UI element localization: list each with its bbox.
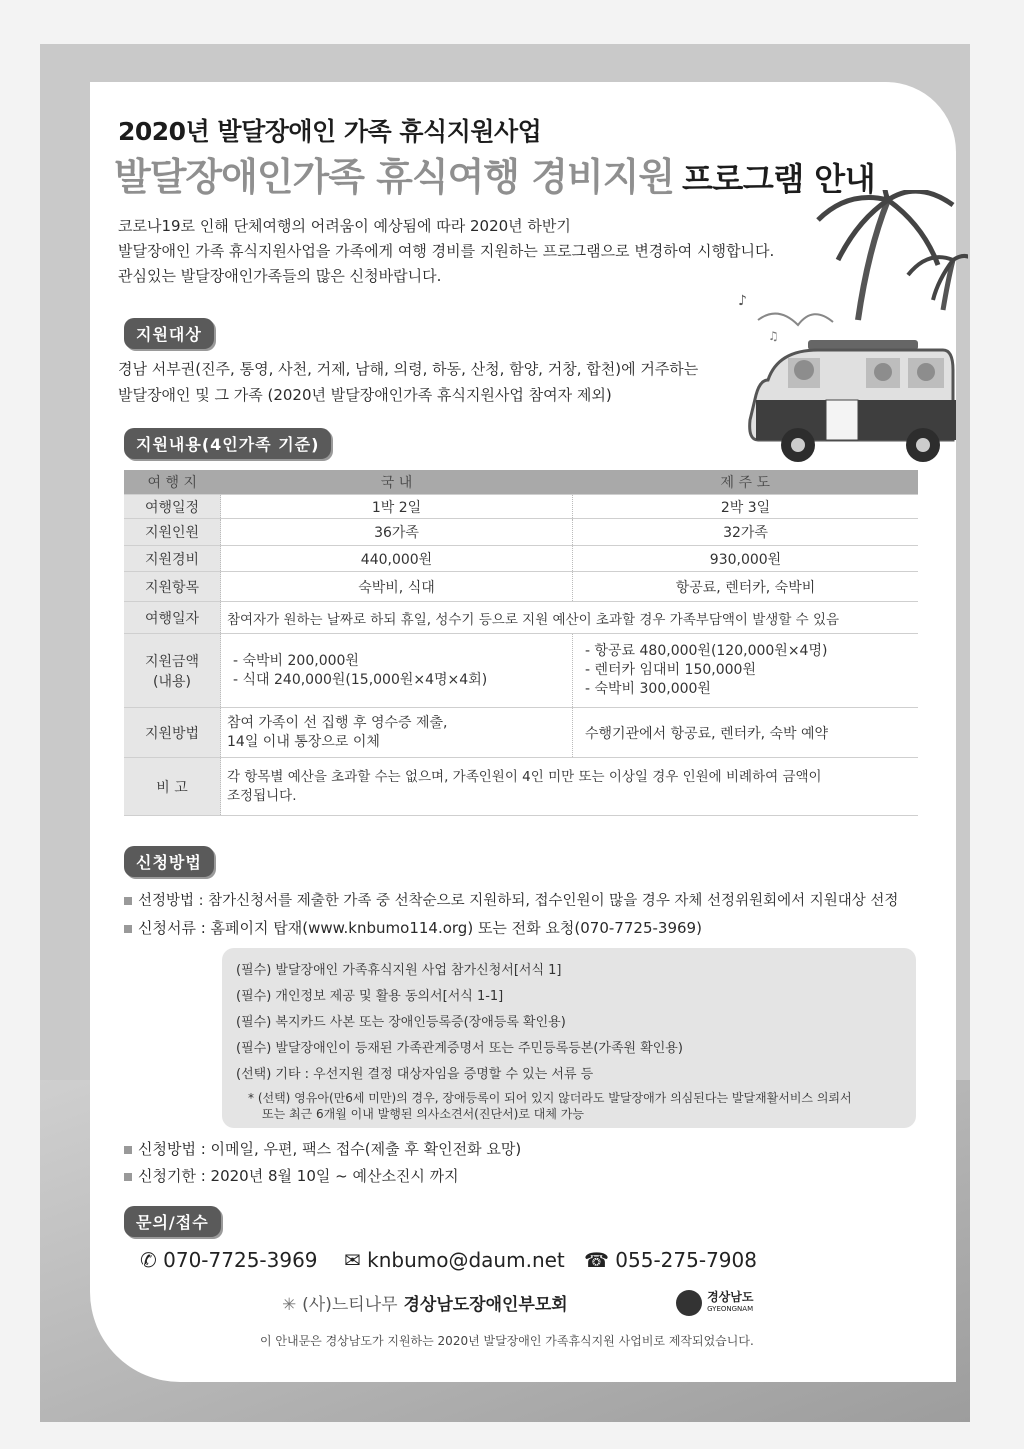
bullet-item xyxy=(124,1163,521,1190)
subtitle: 2020년 발달장애인 가족 휴식지원사업 xyxy=(118,117,542,146)
cell-jeju: 항공료, 렌터카, 숙박비 xyxy=(573,572,919,602)
table-header: 국 내 xyxy=(221,470,573,495)
amount-line: - 숙박비 200,000원 xyxy=(233,652,359,669)
section-badge-content: 지원내용(4인가족 기준) xyxy=(124,428,331,459)
cell-domestic: 440,000원 xyxy=(221,546,573,572)
table-row xyxy=(124,519,918,546)
section-badge-contact: 문의/접수 xyxy=(124,1206,221,1237)
cell-domestic xyxy=(221,708,573,758)
bullet-item xyxy=(124,915,898,942)
section-badge-apply: 신청방법 xyxy=(124,846,214,877)
section-badge-target: 지원대상 xyxy=(124,318,214,349)
note-line: 또는 최근 6개월 이내 발행된 의사소견서(진단서)로 대체 가능 xyxy=(262,1107,584,1121)
bullet-icon xyxy=(124,897,132,905)
method-line: 참여 가족이 선 집행 후 영수증 제출, xyxy=(227,714,448,731)
documents-list xyxy=(236,958,852,1122)
table-row xyxy=(124,708,918,758)
document-item: (선택) 기타 : 우선지원 결정 대상자임을 증명할 수 있는 서류 등 xyxy=(236,1067,594,1082)
document-note xyxy=(236,1090,852,1122)
contact-fax xyxy=(584,1248,757,1272)
phone-number: 070-7725-3969 xyxy=(163,1248,318,1272)
table-row xyxy=(124,495,918,519)
svg-text:♫: ♫ xyxy=(768,329,779,343)
cell-domestic: 36가족 xyxy=(221,519,573,546)
svg-text:♪: ♪ xyxy=(738,293,747,309)
bullet-icon xyxy=(124,1146,132,1154)
support-table xyxy=(124,470,918,816)
table-header: 여 행 지 xyxy=(124,470,221,495)
organization xyxy=(282,1290,568,1315)
row-label: 여행일자 xyxy=(124,602,221,634)
intro-line: 관심있는 발달장애인가족들의 많은 신청바랍니다. xyxy=(118,267,442,285)
gov-name: 경상남도 xyxy=(707,1290,754,1304)
cell-domestic: 숙박비, 식대 xyxy=(221,572,573,602)
row-label: 지원방법 xyxy=(124,708,221,758)
fax-icon: ☎ xyxy=(584,1248,609,1272)
table-row xyxy=(124,572,918,602)
bullet-text: 신청서류 : 홈페이지 탑재(www.knbumo114.org) 또는 전화 요청(070-7725-3969) xyxy=(138,919,702,937)
table-row xyxy=(124,602,918,634)
cell-jeju xyxy=(573,634,919,708)
page-title: 발달장애인가족 휴식여행 경비지원 xyxy=(114,155,675,199)
cell-domestic xyxy=(221,634,573,708)
table-header: 제 주 도 xyxy=(573,470,919,495)
amount-line: - 항공료 480,000원(120,000원×4명) xyxy=(585,643,828,659)
row-label: 지원경비 xyxy=(124,546,221,572)
org-name: 경상남도장애인부모회 xyxy=(403,1295,568,1315)
email-address: knbumo@daum.net xyxy=(367,1248,565,1272)
remarks-line: 조정됩니다. xyxy=(227,787,297,804)
phone-icon: ✆ xyxy=(140,1248,157,1272)
gov-name-en: GYEONGNAM xyxy=(707,1305,754,1313)
cell-domestic: 1박 2일 xyxy=(221,495,573,519)
van-illustration xyxy=(748,340,958,475)
table-row xyxy=(124,758,918,816)
document-item: (필수) 발달장애인 가족휴식지원 사업 참가신청서[서식 1] xyxy=(236,963,562,978)
remarks-line: 각 항목별 예산을 초과할 수는 없으며, 가족인원이 4인 미만 또는 이상일 경우 인원에 비례하여 금액이 xyxy=(227,768,822,785)
row-label: 여행일정 xyxy=(124,495,221,519)
row-label-line: 지원금액 xyxy=(144,653,200,670)
fax-number: 055-275-7908 xyxy=(615,1248,757,1272)
bullet-icon xyxy=(124,1173,132,1181)
bullet-text: 신청기한 : 2020년 8월 10일 ~ 예산소진시 까지 xyxy=(138,1167,459,1185)
gyeongnam-logo-icon xyxy=(676,1290,702,1316)
cell-jeju: 2박 3일 xyxy=(573,495,919,519)
document-item: (필수) 개인정보 제공 및 활용 동의서[서식 1-1] xyxy=(236,989,504,1004)
table-row xyxy=(124,634,918,708)
cell-jeju: 수행기관에서 항공료, 렌터카, 숙박 예약 xyxy=(573,708,919,758)
target-line: 경남 서부권(진주, 통영, 사천, 거제, 남해, 의령, 하동, 산청, 함양, 거창, 합천)에 거주하는 xyxy=(118,360,699,378)
cell-remarks xyxy=(221,758,919,816)
intro-line: 발달장애인 가족 휴식지원사업을 가족에게 여행 경비를 지원하는 프로그램으로 변경하여 시행합니다. xyxy=(118,242,775,260)
mail-icon: ✉ xyxy=(344,1248,361,1272)
bullet-item xyxy=(124,888,898,915)
apply-bullets-2 xyxy=(124,1136,521,1190)
bullet-item xyxy=(124,1136,521,1163)
intro-text xyxy=(118,214,774,289)
cell-jeju: 930,000원 xyxy=(573,546,919,572)
page-title-tail: 프로그램 안내 xyxy=(682,160,876,198)
row-label xyxy=(124,634,221,708)
row-label: 지원인원 xyxy=(124,519,221,546)
table-row xyxy=(124,546,918,572)
contact-email xyxy=(344,1248,565,1272)
target-text xyxy=(118,356,698,408)
cell-jeju: 32가족 xyxy=(573,519,919,546)
row-label: 지원항목 xyxy=(124,572,221,602)
apply-bullets xyxy=(124,888,898,942)
bullet-text: 선정방법 : 참가신청서를 제출한 가족 중 선착순으로 지원하되, 접수인원이 많을 경우 자체 선정위원회에서 지원대상 선정 xyxy=(138,893,899,909)
row-label: 비 고 xyxy=(124,758,221,816)
amount-line: - 숙박비 300,000원 xyxy=(585,681,711,697)
bullet-text: 신청방법 : 이메일, 우편, 팩스 접수(제출 후 확인전화 요망) xyxy=(138,1140,522,1158)
contact-phone xyxy=(140,1248,318,1272)
method-line: 14일 이내 통장으로 이체 xyxy=(227,733,380,750)
document-item: (필수) 발달장애인이 등재된 가족관계증명서 또는 주민등록등본(가족원 확인용) xyxy=(236,1041,683,1056)
footer-note: 이 안내문은 경상남도가 지원하는 2020년 발달장애인 가족휴식지원 사업비로 제작되었습니다. xyxy=(260,1334,754,1348)
amount-line: - 렌터카 임대비 150,000원 xyxy=(585,662,756,678)
intro-line: 코로나19로 인해 단체여행의 어려움이 예상됨에 따라 2020년 하반기 xyxy=(118,217,571,235)
table-header-row xyxy=(124,470,918,495)
gyeongnam-logo xyxy=(676,1290,753,1316)
document-item: (필수) 복지카드 사본 또는 장애인등록증(장애등록 확인용) xyxy=(236,1015,566,1030)
tree-logo-icon: ✳ xyxy=(282,1295,297,1315)
org-prefix: (사)느티나무 xyxy=(302,1295,398,1315)
note-line: * (선택) 영유아(만6세 미만)의 경우, 장애등록이 되어 있지 않더라도 발달장애가 의심된다는 발달재활서비스 의뢰서 xyxy=(248,1091,852,1105)
amount-line: - 식대 240,000원(15,000원×4명×4회) xyxy=(233,671,488,688)
row-label-line: (내용) xyxy=(153,673,191,690)
cell-dates: 참여자가 원하는 날짜로 하되 휴일, 성수기 등으로 지원 예산이 초과할 경우 가족부담액이 발생할 수 있음 xyxy=(221,602,919,634)
target-line: 발달장애인 및 그 가족 (2020년 발달장애인가족 휴식지원사업 참여자 제외) xyxy=(118,386,612,404)
bullet-icon xyxy=(124,925,132,933)
